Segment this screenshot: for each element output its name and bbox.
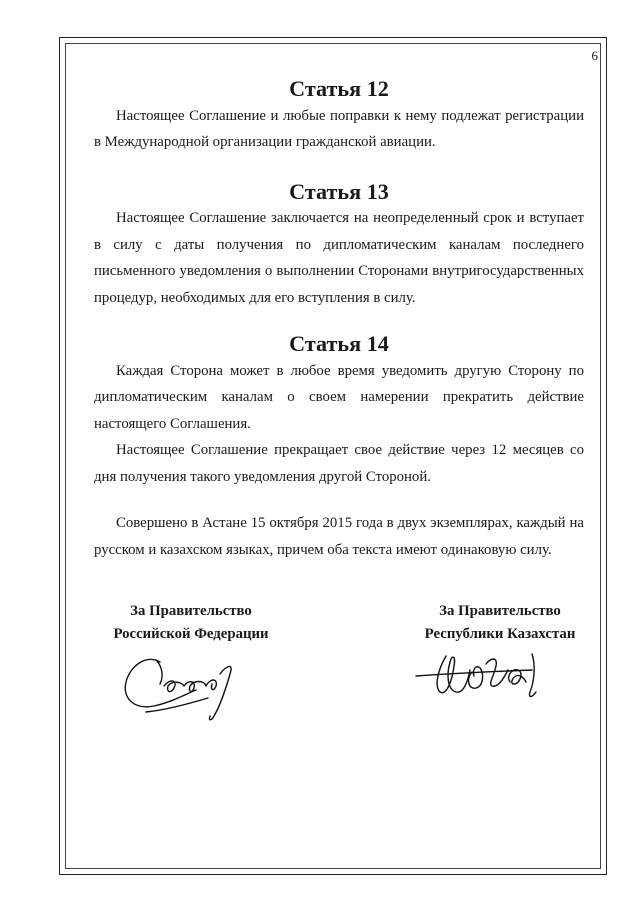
signatory-kazakhstan: [410, 600, 590, 646]
closing-clause: Совершено в Астане 15 октября 2015 года в двух экземплярах, каждый на русском и казахском языках, причем оба текста имеют одинаковую силу.: [94, 515, 584, 558]
page-number: 6: [591, 48, 598, 63]
signatory-line: За Правительство: [130, 603, 252, 619]
article-paragraph: Настоящее Соглашение и любые поправки к нему подлежат регистрации в Международной организации гражданской авиации.: [94, 107, 584, 150]
article-paragraph: Настоящее Соглашение заключается на неопределенный срок и вступает в силу с даты получения по дипломатическим каналам последнего письменного уведомления о выполнении Сторонами внутригосударственных процедур, необходимых для его вступления в силу.: [94, 210, 584, 306]
article-heading: Статья 14: [289, 331, 389, 356]
signature-block: [94, 600, 584, 750]
signatory-line: Республики Казахстан: [424, 626, 576, 642]
article-heading: Статья 12: [289, 76, 389, 101]
document-body: [94, 76, 584, 563]
article-13: [94, 179, 584, 312]
signature-left-image: [116, 640, 256, 730]
signatory-line: Российской Федерации: [113, 626, 269, 642]
signatory-line: За Правительство: [439, 603, 561, 619]
article-paragraph: Каждая Сторона может в любое время уведомить другую Сторону по дипломатическим каналам о своем намерении прекратить действие настоящего Соглашения.: [94, 362, 584, 432]
article-14: [94, 331, 584, 490]
article-heading: Статья 13: [289, 178, 389, 204]
article-paragraph: Настоящее Соглашение прекращает свое действие через 12 месяцев со дня получения такого уведомления другой Стороной.: [94, 442, 584, 485]
article-12: [94, 76, 584, 156]
signature-right-image: [412, 642, 562, 722]
